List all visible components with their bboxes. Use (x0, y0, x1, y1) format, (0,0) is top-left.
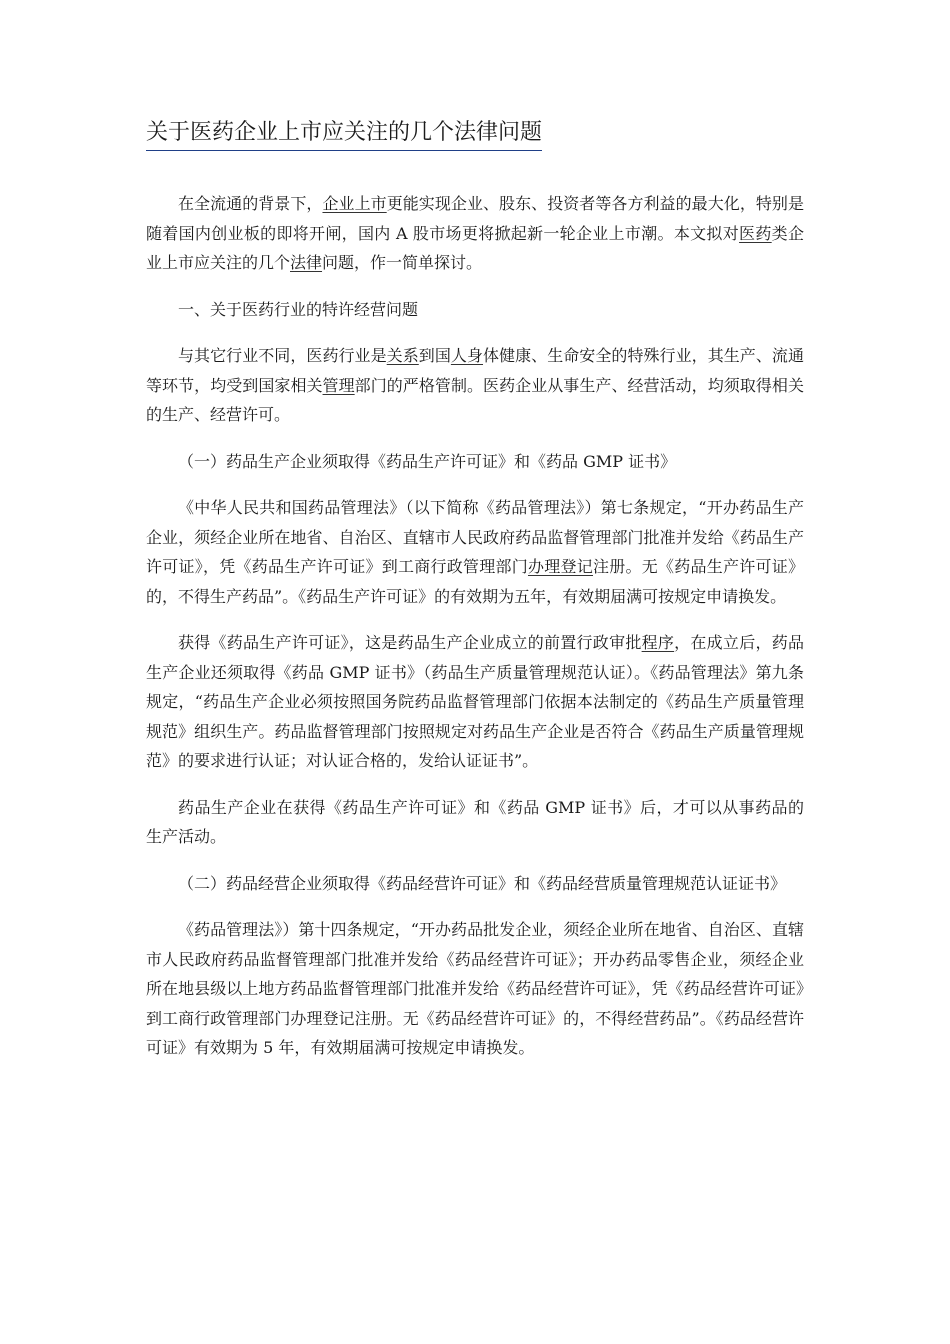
paragraph-drug-law-article-7 (146, 493, 804, 611)
paragraph-intro (146, 189, 804, 278)
text-run: 与其它行业不同，医药行业是 (178, 346, 387, 365)
text-run: ，在成立后，药品生产企业还须取得《药品 GMP 证书》（药品生产质量管理规范认证）。《药品管理法》第九条规定，“药品生产企业必须按照国务院药品监督管理部门依据本法制定的《药品生产质量管理规范》组织生产。药品监督管理部门按照规定对药品生产企业是否符合《药品生产质量管理规范》的要求进行认证；对认证合格的，发给认证证书”。 (146, 633, 804, 770)
paragraph-drug-law-article-14 (146, 915, 804, 1063)
text-run: 体健康、生命安全的特殊行业，其生产、流通等环节，均受到国家相关 (146, 346, 804, 395)
keyword-link[interactable]: 人身 (450, 346, 483, 365)
text-run: 部门的严格管制。医药企业从事生产、经营活动，均须取得相关的生产、经营许可。 (146, 375, 804, 424)
text-run: 《药品管理法》）第十四条规定，“开办药品批发企业，须经企业所在地省、自治区、直辖市人民政府药品监督管理部门批准并发给《药品经营许可证》；开办药品零售企业，须经企业所在地县级以上地方药品监督管理部门批准并发给《药品经营许可证》，凭《药品经营许可证》到工商行政管理部门办理登记注册。无《药品经营许可证》的，不得经营药品”。《药品经营许可证》有效期为 5 年，有效期届满可按规定申请换发。 (146, 920, 804, 1057)
document-title: 关于医药企业上市应关注的几个法律问题 (146, 118, 542, 151)
paragraph-industry-regulation (146, 341, 804, 430)
keyword-link[interactable]: 关系 (386, 346, 419, 365)
subsection-heading-production: （一）药品生产企业须取得《药品生产许可证》和《药品 GMP 证书》 (178, 451, 677, 471)
keyword-link[interactable]: 企业上市 (322, 194, 387, 213)
text-run: 注册。无《药品生产许可证》的，不得生产药品”。《药品生产许可证》的有效期为五年，有效期届满可按规定申请换发。 (146, 557, 804, 606)
text-run: 在全流通的背景下， (178, 194, 323, 213)
keyword-link[interactable]: 法律 (290, 253, 323, 272)
keyword-link[interactable]: 管理 (322, 375, 355, 395)
keyword-link[interactable]: 程序 (641, 633, 675, 652)
text-run: 类企业上市应关注的几个 (146, 223, 804, 272)
text-run: 问题，作一简单探讨。 (322, 253, 483, 272)
text-run: 药品生产企业在获得《药品生产许可证》和《药品 GMP 证书》后，才可以从事药品的生产活动。 (146, 797, 804, 846)
keyword-link[interactable]: 办理登记 (527, 557, 593, 576)
paragraph-production-conclusion (146, 793, 804, 852)
text-run: 更能实现企业、股东、投资者等各方利益的最大化，特别是随着国内创业板的即将开闸，国内 A 股市场更将掀起新一轮企业上市潮。本文拟对 (146, 194, 804, 243)
keyword-link[interactable]: 医药 (739, 223, 772, 243)
text-run: 获得《药品生产许可证》，这是药品生产企业成立的前置行政审批 (178, 633, 642, 652)
text-run: 《中华人民共和国药品管理法》（以下简称《药品管理法》）第七条规定，“开办药品生产企业，须经企业所在地省、自治区、直辖市人民政府药品监督管理部门批准并发给《药品生产许可证》，凭《药品生产许可证》到工商行政管理部门 (146, 498, 804, 576)
text-run: 到国 (418, 346, 451, 365)
section-heading-licensing: 一、关于医药行业的特许经营问题 (178, 299, 419, 319)
subsection-heading-distribution: （二）药品经营企业须取得《药品经营许可证》和《药品经营质量管理规范认证证书》 (178, 873, 787, 893)
paragraph-gmp-certificate (146, 628, 804, 776)
